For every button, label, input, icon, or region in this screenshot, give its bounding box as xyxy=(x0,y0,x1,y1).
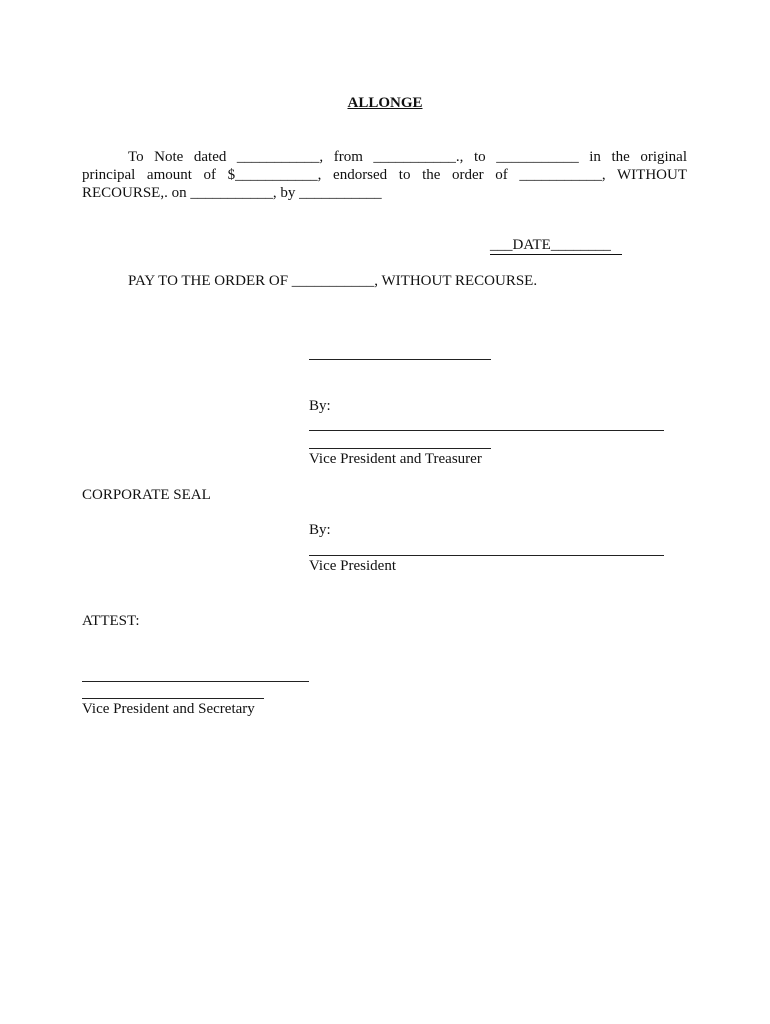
note-line-1: To Note dated ___________, from ___________., to ___________ in the original xyxy=(128,149,687,165)
attest-signature-line xyxy=(82,681,309,682)
document-title: ALLONGE xyxy=(347,95,423,111)
name-line-1 xyxy=(309,448,491,449)
note-paragraph xyxy=(82,148,687,202)
pay-to-order-line: PAY TO THE ORDER OF ___________, WITHOUT RECOURSE. xyxy=(128,273,538,289)
by-label-2: By: xyxy=(309,522,331,538)
by-label-1: By: xyxy=(309,398,331,414)
signature-line-2 xyxy=(309,555,664,556)
note-line-2: principal amount of $___________, endorsed to the order of ___________, WITHOUT xyxy=(82,167,687,183)
attest-signer-title: Vice President and Secretary xyxy=(82,701,255,717)
signer-title-2: Vice President xyxy=(309,558,396,574)
signature-line-company xyxy=(309,359,491,360)
corporate-seal-label: CORPORATE SEAL xyxy=(82,487,211,503)
attest-label: ATTEST: xyxy=(82,613,140,629)
note-line-3: RECOURSE,. on ___________, by ___________ xyxy=(82,185,382,201)
date-field: ___DATE________ xyxy=(490,237,622,255)
attest-name-line xyxy=(82,698,264,699)
signer-title-1: Vice President and Treasurer xyxy=(309,451,482,467)
signature-line-1 xyxy=(309,430,664,431)
